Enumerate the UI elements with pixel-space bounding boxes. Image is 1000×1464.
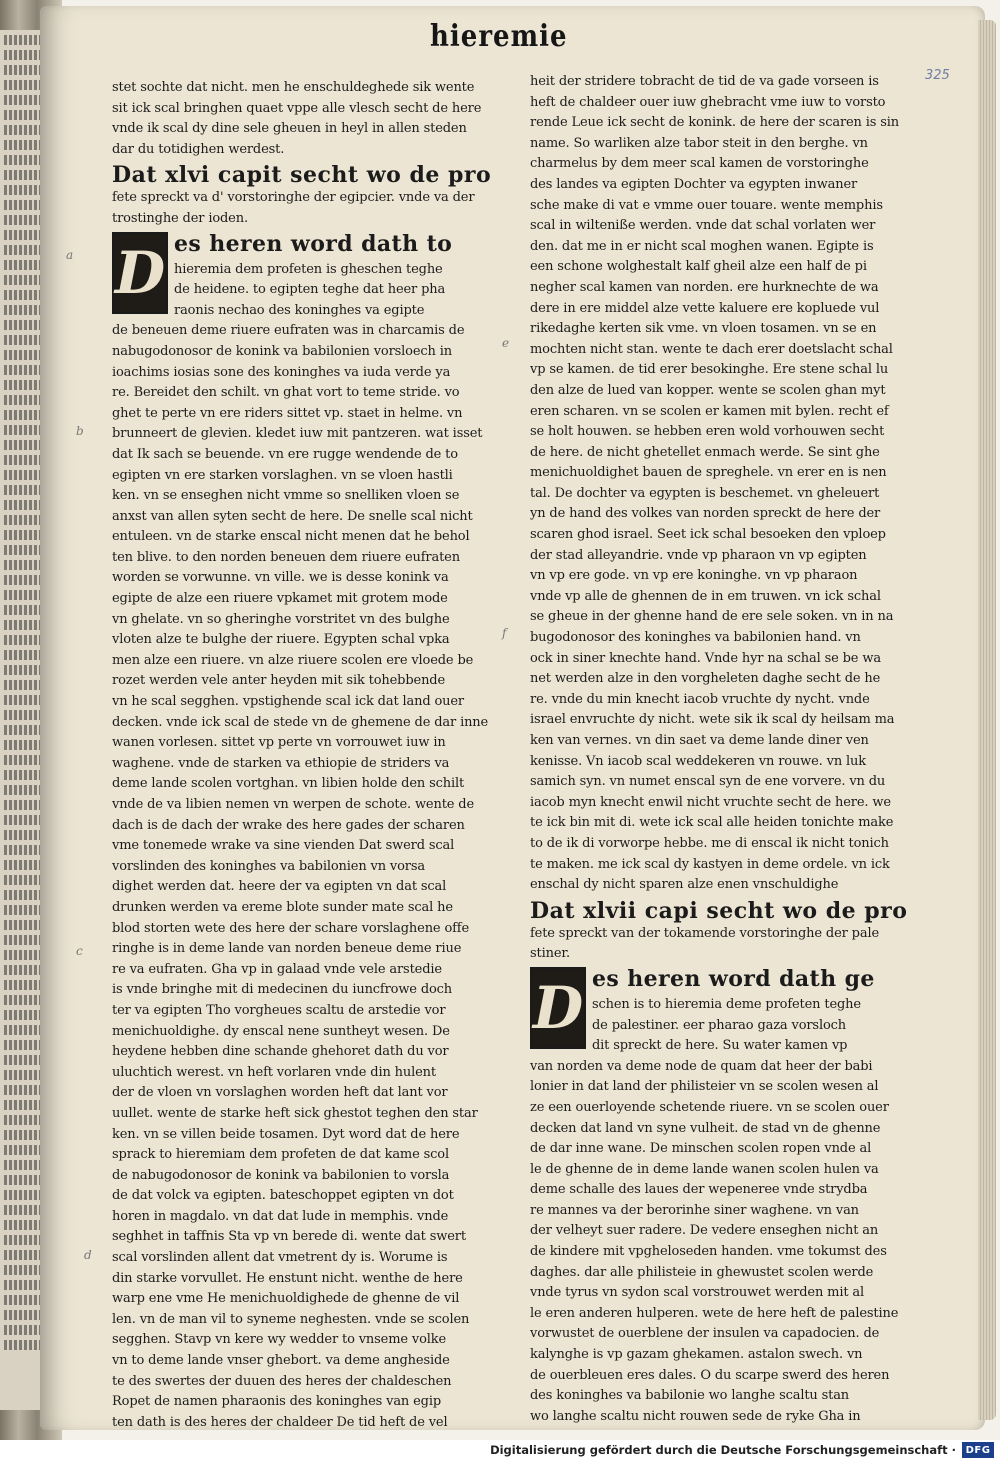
text-line: le eren anderen hulperen. wete de here heft de palestine [530, 1305, 899, 1321]
text-line: re mannes va der berorinhe siner waghene. vn van [530, 1202, 859, 1218]
text-line: warp ene vme He menichuoldighede de ghenne de vil [112, 1291, 460, 1307]
text-line: kenisse. Vn iacob scal weddekeren vn rouwe. vn luk [530, 753, 867, 769]
page-fore-edge [978, 20, 996, 1420]
text-line: vp se kamen. de tid erer besokinghe. Ere stene schal lu [530, 362, 889, 378]
text-line: scaren ghod israel. Seet ick schal besoeken den vploep [530, 527, 886, 543]
text-line: charmelus by dem meer scal kamen de vorstoringhe [530, 156, 869, 172]
text-line: israel envruchte dy nicht. wete sik ik scal dy heilsam ma [530, 712, 895, 728]
text-line: der stad alleyandrie. vnde vp pharaon vn vp egipten [530, 547, 867, 563]
text-line: de palestiner. eer pharao gaza vorsloch [592, 1017, 846, 1033]
dfg-logo: DFG [962, 1442, 994, 1458]
text-line: wanen vorlesen. sittet vp perte vn vorrouwet iuw in [112, 735, 446, 751]
text-line: re va eufraten. Gha vp in galaad vnde vele arstedie [112, 961, 442, 977]
text-line: yn de hand des volkes van norden spreckt de here der [530, 506, 881, 522]
text-line: ken van vernes. vn din saet va deme lande diner ven [530, 733, 869, 748]
text-line: ze een ouerloyende schetende riuere. vn se scolen ouer [530, 1099, 889, 1115]
chapter-opening [530, 965, 910, 1057]
text-line: rozet werden vele anter heyden mit sik tohebbende [112, 673, 446, 689]
text-line: ioachims iosias sone des koninghes va iuda verde ya [112, 364, 451, 380]
chapter-opening [112, 230, 498, 322]
decorated-initial: D [112, 232, 168, 314]
text-line: bugodonosor des koninghes va babilonien hand. vn [530, 630, 861, 646]
text-line: ten blive. to den norden beneuen dem riuere eufraten [112, 549, 460, 565]
text-line: entuleen. vn de starke enscal nicht menen dat he behol [112, 529, 470, 545]
text-line: de here. de nicht ghetellet enmach werde. Se sint ghe [530, 444, 880, 460]
chapter-subtitle-line: fete spreckt va d' vorstoringhe der egipcier. vnde va der [112, 190, 475, 206]
right-column [530, 72, 910, 1427]
left-column [112, 78, 498, 1433]
text-line: eren scharen. vn se scolen er kamen mit bylen. recht ef [530, 403, 889, 419]
text-line: din starke vorvullet. He enstunt nicht. wenthe de here [112, 1270, 463, 1286]
text-line: dit spreckt de here. Su water kamen vp [592, 1038, 848, 1054]
text-line: tal. De dochter va egypten is beschemet. vn gheleuert [530, 485, 880, 501]
chapter-heading-xlvi: Dat xlvi capit secht wo de pro [112, 162, 492, 189]
text-line: heit der stridere tobracht de tid de va gade vorseen is [530, 74, 879, 89]
text-line: de dat volck va egipten. bateschoppet egipten vn dot [112, 1188, 454, 1204]
text-line: scal vorslinden allent dat vmetrent dy is. Worume is [112, 1250, 448, 1266]
text-line: de kindere mit vpgheloseden handen. vme tokumst des [530, 1244, 887, 1260]
text-line: brunneert de glevien. kledet iuw mit pantzeren. wat isset [112, 426, 483, 442]
text-line: der velheyt suer radere. De vedere enseghen nicht an [530, 1223, 879, 1239]
folio-number: 325 [925, 68, 950, 83]
text-line: vorslinden des koninghes va babilonien vn vorsa [112, 858, 425, 874]
text-line: seghhet in taffnis Sta vp vn berede di. wente dat swert [112, 1229, 466, 1245]
text-line: ghet te perte vn ere riders sittet vp. staet in helme. vn [112, 405, 463, 421]
text-line: raonis nechao des koninghes va egipte [174, 302, 425, 318]
text-line: is vnde bringhe mit di medecinen du iuncfrowe doch [112, 982, 453, 998]
text-line: name. So warliken alze tabor steit in den berghe. vn [530, 135, 868, 151]
text-line: ock in siner knechte hand. Vnde hyr na schal se be wa [530, 650, 881, 666]
text-line: enschal dy nicht sparen alze enen vnschuldighe [530, 877, 839, 893]
text-line: uullet. wente de starke heft sick ghestot teghen den star [112, 1105, 478, 1121]
text-line: vn vp ere gode. vn vp ere koninghe. vn vp pharaon [530, 568, 858, 584]
text-line: menichuoldighet bauen de spreghele. vn erer en is nen [530, 465, 887, 481]
text-line: men alze een riuere. vn alze riuere scolen ere vloede be [112, 652, 474, 668]
text-line: sit ick scal bringhen quaet vppe alle vlesch secht de here [112, 100, 482, 116]
text-line: stet sochte dat nicht. men he enschuldeghede sik wente [112, 80, 475, 95]
text-line: drunken werden va ereme blote sunder mate scal he [112, 899, 453, 915]
text-line: wo langhe scaltu nicht rouwen sede de ryke Gha in [530, 1408, 861, 1424]
incipit: es heren word dath to [174, 230, 453, 257]
text-line: vnde tyrus vn sydon scal vorstrouwet werden mit al [530, 1285, 865, 1301]
margin-annotation: f [502, 626, 507, 640]
text-line: anxst van allen syten secht de here. De snelle scal nicht [112, 508, 473, 524]
text-line: de beneuen deme riuere eufraten was in charcamis de [112, 323, 465, 339]
text-line: de nabugodonosor de konink va babilonien to vorsla [112, 1167, 450, 1183]
margin-annotation: c [76, 944, 83, 958]
text-line: egipte de alze een riuere vpkamet mit grotem mode [112, 591, 448, 607]
text-line: hieremia dem profeten is gheschen teghe [174, 261, 443, 277]
text-line: worden se vorwunne. vn ville. we is desse konink va [112, 570, 449, 586]
text-line: te ick bin mit di. wete ick scal alle heiden tonichte make [530, 815, 894, 831]
text-line: blod storten wete des here der schare vorslaghene offe [112, 920, 469, 936]
text-line: kalynghe is vp gazam ghekamen. astalon swech. vn [530, 1347, 863, 1363]
text-line: te maken. me ick scal dy kastyen in deme ordele. vn ick [530, 856, 890, 872]
text-line: der de vloen vn vorslaghen worden heft dat lant vor [112, 1085, 448, 1101]
text-line: vn to deme lande vnser ghebort. va deme angheside [112, 1353, 450, 1369]
text-line: mochten nicht stan. wente te dach erer doetslacht schal [530, 341, 893, 357]
text-line: ten dath is des heres der chaldeer De tid heft de vel [112, 1414, 448, 1430]
text-line: net werden alze in den vorgheleten daghe secht de he [530, 671, 881, 687]
text-line: vn ghelate. vn so gheringhe vorstritet vn des bulghe [112, 611, 450, 627]
text-line: segghen. Stavp vn kere wy wedder to vnseme volke [112, 1332, 447, 1348]
text-line: dach is de dach der wrake des here gades der scharen [112, 817, 465, 833]
text-line: scal in wilteniße werden. vnde dat schal vorlaten wer [530, 218, 876, 234]
text-line: dere in ere middel alze vette kaluere ere kopluede vul [530, 300, 880, 316]
running-head: hieremie [430, 19, 568, 55]
text-line: menichuoldighe. dy enscal nene suntheyt wesen. De [112, 1023, 450, 1039]
text-line: sprack to hieremiam dem profeten de dat kame scol [112, 1147, 449, 1163]
text-line: re. Bereidet den schilt. vn ghat vort to teme stride. vo [112, 385, 460, 401]
text-line: vme tonemede wrake va sine vienden Dat swerd scal [112, 838, 455, 854]
text-line: dat Ik sach se beuende. vn ere rugge wendende de to [112, 446, 458, 462]
text-line: samich syn. vn numet enscal syn de ene vorvere. vn du [530, 774, 886, 790]
text-line: vnde ik scal dy dine sele gheuen in heyl in allen steden [112, 121, 467, 137]
text-line: des landes va egipten Dochter va egypten inwaner [530, 176, 858, 192]
text-line: vnde vp alle de ghennen de in em truwen. vn ick schal [530, 588, 881, 604]
chapter-subtitle-line: stiner. [530, 946, 570, 962]
text-line: nabugodonosor de konink va babilonien vorsloech in [112, 343, 452, 359]
text-line: iacob myn knecht enwil nicht vruchte secht de here. we [530, 794, 891, 810]
text-line: te des swertes der duuen des heres der chaldeschen [112, 1373, 452, 1389]
text-line: to de ik di vorworpe hebbe. me di enscal ik nicht tonich [530, 835, 889, 851]
text-line: rende Leue ick secht de konink. de here der scaren is sin [530, 115, 900, 131]
text-line: sche make di vat e vmme ouer touare. wente memphis [530, 197, 883, 213]
text-line: vorwustet de ouerblene der insulen va capadocien. de [530, 1326, 880, 1342]
text-line: lonier in dat land der philisteier vn se scolen wesen al [530, 1079, 879, 1095]
text-line: waghene. vnde de starken va ethiopie de striders va [112, 755, 450, 771]
text-line: rikedaghe kerten sik vme. vn vloen tosamen. vn se en [530, 321, 877, 337]
text-line: se gheue in der ghenne hand de ere sele soken. vn in na [530, 609, 894, 625]
text-line: dar du totidighen werdest. [112, 141, 285, 157]
margin-annotation: a [66, 248, 74, 262]
text-line: ken. vn se enseghen nicht vmme so snelliken vloen se [112, 488, 460, 504]
text-line: daghes. dar alle philisteie in ghewustet scolen werde [530, 1264, 874, 1280]
text-line: dighet werden dat. heere der va egipten vn dat scal [112, 879, 447, 895]
text-line: van norden va deme node de quam dat heer der babi [530, 1058, 873, 1074]
margin-annotation: e [502, 336, 510, 350]
text-line: ter va egipten Tho vorgheues scaltu de arstedie vor [112, 1002, 446, 1018]
text-line: re. vnde du min knecht iacob vruchte dy nycht. vnde [530, 691, 870, 707]
text-line: horen in magdalo. vn dat dat lude in memphis. vnde [112, 1208, 449, 1224]
text-line: decken dat land vn syne vulheit. de stad vn de ghenne [530, 1120, 881, 1136]
text-line: des koninghes va babilonie wo langhe scaltu stan [530, 1388, 850, 1404]
text-line: den alze de lued van kopper. wente se scolen ghan myt [530, 382, 886, 398]
text-line: decken. vnde ick scal de stede vn de ghemene de dar inne [112, 714, 489, 730]
text-line: uluchtich werest. vn heft vorlaren vnde din hulent [112, 1064, 436, 1080]
funding-credit: Digitalisierung gefördert durch die Deutsche Forschungsgemeinschaft · [490, 1443, 956, 1457]
text-line: vn he scal segghen. vpstighende scal ick dat land ouer [112, 694, 464, 710]
text-line: deme schalle des laues der wepeneree vnde strydba [530, 1182, 868, 1198]
chapter-subtitle-line: fete spreckt van der tokamende vorstoringhe der pale [530, 925, 880, 941]
text-line: le de ghenne de in deme lande wanen scolen hulen va [530, 1161, 879, 1177]
text-line: egipten vn ere starken vorslaghen. vn se vloen hastli [112, 467, 453, 483]
margin-annotation: b [76, 424, 84, 438]
text-line: vnde de va libien nemen vn werpen de schote. wente de [112, 797, 475, 812]
text-line: den. dat me in er nicht scal moghen wanen. Egipte is [530, 238, 874, 254]
text-line: Ropet de namen pharaonis des koninghes van egip [112, 1394, 442, 1410]
text-line: len. vn de man vil to syneme neghesten. vnde se scolen [112, 1311, 470, 1327]
text-line: heft de chaldeer ouer iuw ghebracht vme iuw to vorsto [530, 94, 886, 110]
text-line: ringhe is in deme lande van norden beneue deme riue [112, 941, 462, 957]
text-line: de heidene. to egipten teghe dat heer pha [174, 282, 446, 298]
text-line: vloten alze te bulghe der riuere. Egypten schal vpka [112, 632, 450, 648]
text-line: se holt houwen. se hebben eren wold vorhouwen secht [530, 424, 885, 440]
text-line: negher scal kamen van norden. ere hurknechte de wa [530, 279, 879, 295]
text-line: schen is to hieremia deme profeten teghe [592, 996, 861, 1012]
text-line: ken. vn se villen beide tosamen. Dyt word dat de here [112, 1126, 460, 1142]
text-line: heydene hebben dine schande ghehoret dath du vor [112, 1044, 449, 1060]
chapter-heading-xlvii: Dat xlvii capi secht wo de pro [530, 897, 908, 924]
chapter-subtitle-line: trostinghe der ioden. [112, 210, 248, 226]
incipit: es heren word dath ge [592, 965, 875, 992]
margin-annotation: d [84, 1248, 92, 1262]
text-line: deme lande scolen vortghan. vn libien holde den schilt [112, 776, 465, 792]
text-line: de ouerbleuen eres dales. O du scarpe swerd des heren [530, 1367, 890, 1383]
text-line: de dar inne wane. De minschen scolen ropen vnde al [530, 1141, 872, 1157]
decorated-initial: D [530, 967, 586, 1049]
text-line: een schone wolghestalt kalf gheil alze een half de pi [530, 259, 867, 275]
